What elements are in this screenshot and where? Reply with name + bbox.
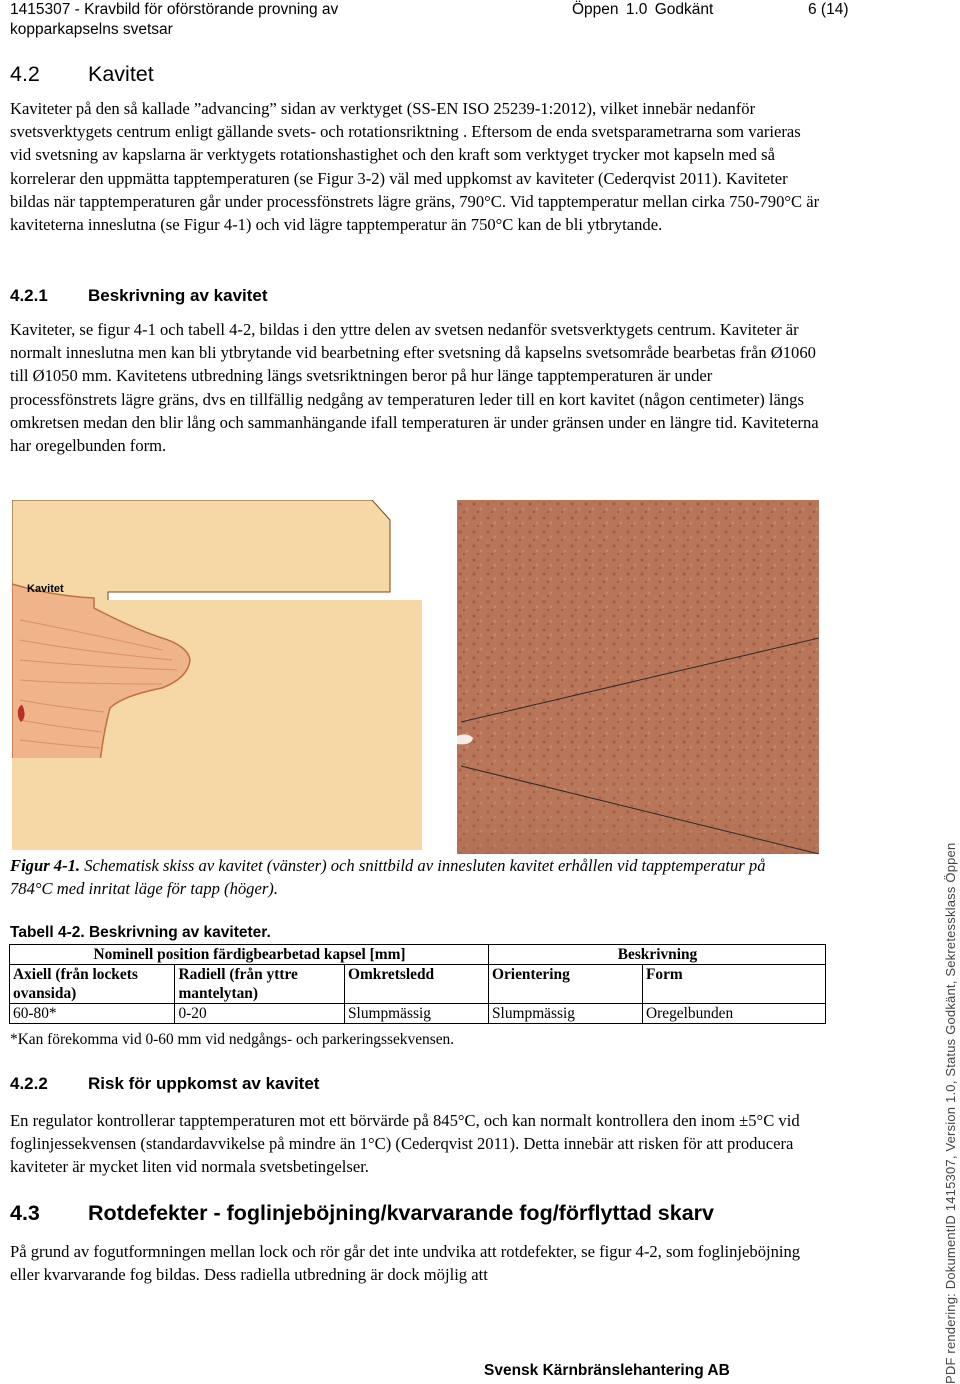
document-status: Öppen 1.0 Godkänt xyxy=(572,1,714,18)
section-title: Beskrivning av kavitet xyxy=(88,286,268,305)
section-heading-4-2 xyxy=(10,62,154,87)
group-header-description: Beskrivning xyxy=(489,945,826,965)
cavity-schematic xyxy=(12,500,422,850)
table-header-row xyxy=(10,965,826,1004)
table-cell: Slumpmässig xyxy=(489,1004,643,1024)
table-group-header-row xyxy=(10,945,826,965)
paragraph-kavitet: Kaviteter på den så kallade ”advancing” sidan av verktyget (SS-EN ISO 25239-1:2012), vilket innebär nedanför svetsverktygets centrum enligt gällande svets- och rotationsriktning . Eftersom de enda svetsparametrarna som varieras vid svetsning av kapslarna är verktygets rotationshastighet och den kraft som verktyget trycker mot kapseln med så korrelerar den uppmätta tapptemperaturen (se Figur 3-2) väl med uppkomst av kaviteter (Cederqvist 2011). Kaviteter bildas när tapptemperaturen går under processfönstrets lägre gräns, 790°C. Vid tapptemperatur mellan cirka 750-790°C är kaviteterna inneslutna (se Figur 4-1) och vid lägre tapptemperatur än 750°C kan de bli ytbrytande. xyxy=(10,99,820,235)
table-title: Tabell 4-2. Beskrivning av kaviteter. xyxy=(10,924,271,941)
section-number: 4.2.2 xyxy=(10,1074,48,1093)
figure-caption-text: Schematisk skiss av kavitet (vänster) och snittbild av innesluten kavitet erhållen vid tapptemperatur på 784°C med inritat läge för tapp (höger). xyxy=(10,856,766,898)
column-header: Form xyxy=(643,965,826,1004)
section-title: Kavitet xyxy=(88,62,154,86)
photo-shading xyxy=(457,750,819,854)
section-photo xyxy=(457,500,819,854)
section-heading-4-2-2 xyxy=(10,1074,319,1094)
page-number: 6 (14) xyxy=(808,1,849,18)
table-row xyxy=(10,1004,826,1024)
footer-organization: Svensk Kärnbränslehantering AB xyxy=(484,1362,730,1379)
document-title: 1415307 - Kravbild för oförstörande provning av kopparkapselns svetsar xyxy=(10,1,339,38)
table-cell: Slumpmässig xyxy=(344,1004,488,1024)
photo-gap xyxy=(12,758,422,764)
figure-caption xyxy=(10,854,810,900)
group-header-position: Nominell position färdigbearbetad kapsel [mm] xyxy=(10,945,489,965)
pdf-rendering-note: PDF rendering: DokumentID 1415307, Version 1.0, Status Godkänt, Sekretessklass Öppen xyxy=(943,842,958,1384)
figure-caption-label: Figur 4-1. xyxy=(10,856,81,875)
paragraph-risk: En regulator kontrollerar tapptemperaturen mot ett börvärde på 845°C, och kan normalt kontrollera den inom ±5°C vid foglinjessekvensen (standardavvikelse på mindre än 1°C) (Cederqvist 2011). Detta innebär att risken för att producera kaviteter är mycket liten vid normala svetsbetingelser. xyxy=(10,1111,800,1177)
cavity-table xyxy=(9,944,826,1024)
table-footnote: *Kan förekomma vid 0-60 mm vid nedgångs- och parkeringssekvensen. xyxy=(10,1031,455,1048)
paragraph-beskrivning: Kaviteter, se figur 4-1 och tabell 4-2, bildas i den yttre delen av svetsen nedanför svetsverktygets centrum. Kaviteter är normalt inneslutna men kan bli ytbrytande vid bearbetning efter svetsning då kapselns svetsområde bearbetas från Ø1060 till Ø1050 mm. Kavitetens utbredning längs svetsriktningen beror på hur länge tapptemperaturen är under processfönstrets lägre gräns, dvs en tillfällig nedgång av temperaturen leder till en kort kavitet (någon centimeter) längs omkretsen medan den blir lång och sammanhängande ifall temperaturen är under gränsen under en längre tid. Kaviteterna har oregelbunden form. xyxy=(10,320,819,456)
paragraph-rotdefekter: På grund av fogutformningen mellan lock och rör går det inte undvika att rotdefekter, se figur 4-2, som foglinjeböjning eller kvarvarande fog bildas. Dess radiella utbredning är dock möjlig att xyxy=(10,1242,801,1285)
capsule-lid-shape xyxy=(12,500,390,608)
section-number: 4.3 xyxy=(10,1201,40,1225)
table-cell: 0-20 xyxy=(175,1004,345,1024)
section-number: 4.2.1 xyxy=(10,286,48,305)
cavity-label: Kavitet xyxy=(27,583,64,595)
column-header: Axiell (från lockets ovansida) xyxy=(10,965,175,1004)
section-title: Risk för uppkomst av kavitet xyxy=(88,1074,320,1093)
section-number: 4.2 xyxy=(10,62,40,86)
column-header: Orientering xyxy=(489,965,643,1004)
column-header: Omkretsledd xyxy=(344,965,488,1004)
table-cell: 60-80* xyxy=(10,1004,175,1024)
section-heading-4-2-1 xyxy=(10,286,268,306)
column-header: Radiell (från yttre mantelytan) xyxy=(175,965,345,1004)
table-cell: Oregelbunden xyxy=(643,1004,826,1024)
section-heading-4-3 xyxy=(10,1201,714,1226)
section-title: Rotdefekter - foglinjeböjning/kvarvarande fog/förflyttad skarv xyxy=(88,1201,714,1225)
